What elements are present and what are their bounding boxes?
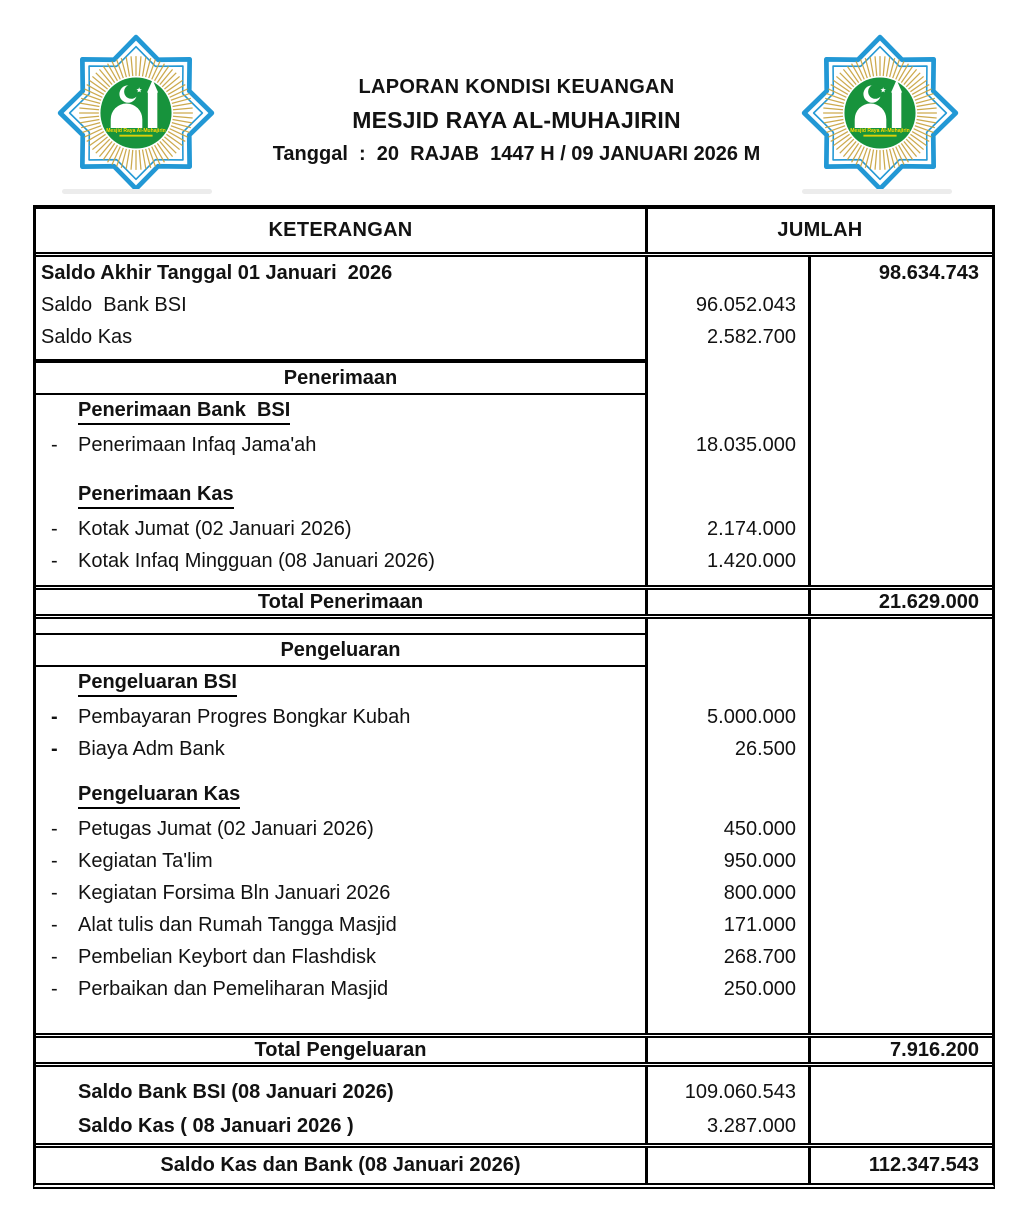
keterangan-cell bbox=[36, 909, 648, 941]
total-cell bbox=[811, 667, 992, 701]
keterangan-cell bbox=[36, 813, 648, 845]
total-cell bbox=[811, 361, 992, 395]
amount-cell bbox=[648, 257, 811, 289]
amount-value: 3.287.000 bbox=[707, 1114, 796, 1137]
dash-bullet: - bbox=[51, 737, 58, 760]
amount-value: 950.000 bbox=[723, 849, 796, 872]
keterangan-cell bbox=[36, 845, 648, 877]
amount-cell bbox=[648, 1109, 811, 1143]
table-row-blank-m bbox=[36, 619, 992, 633]
dash-bullet: - bbox=[51, 549, 58, 572]
amount-value: 109.060.543 bbox=[684, 1080, 796, 1103]
total-cell bbox=[811, 353, 992, 361]
table-row-blank-m bbox=[36, 765, 992, 779]
amount-cell bbox=[648, 545, 811, 577]
total-cell bbox=[811, 395, 992, 429]
table-row-item bbox=[36, 941, 992, 973]
amount-cell bbox=[648, 1075, 811, 1109]
keterangan-cell bbox=[36, 667, 648, 701]
amount-value: 5.000.000 bbox=[707, 705, 796, 728]
row-label: Pengeluaran bbox=[280, 638, 401, 661]
row-label: Penerimaan Bank BSI bbox=[78, 399, 290, 425]
table-row-closing bbox=[36, 1075, 992, 1109]
row-label: Pengeluaran BSI bbox=[78, 671, 237, 697]
table-row-item bbox=[36, 545, 992, 577]
total-cell bbox=[811, 461, 992, 479]
total-cell bbox=[811, 877, 992, 909]
table-row-item bbox=[36, 877, 992, 909]
table-row-grand bbox=[36, 1143, 992, 1183]
amount-cell bbox=[648, 1067, 811, 1075]
row-label: Penerimaan Kas bbox=[78, 483, 234, 509]
keterangan-cell bbox=[36, 1075, 648, 1109]
scan-shadow-left bbox=[62, 189, 212, 194]
row-label: Kotak Infaq Mingguan (08 Januari 2026) bbox=[78, 549, 435, 572]
column-header-keterangan: KETERANGAN bbox=[36, 209, 648, 252]
table-row-item-b bbox=[36, 733, 992, 765]
amount-cell bbox=[648, 909, 811, 941]
amount-cell bbox=[648, 479, 811, 513]
dash-bullet: - bbox=[51, 705, 58, 728]
keterangan-cell bbox=[36, 361, 648, 395]
amount-cell bbox=[648, 813, 811, 845]
total-cell bbox=[811, 1067, 992, 1075]
table-row-plain bbox=[36, 289, 992, 321]
amount-cell bbox=[648, 765, 811, 779]
row-label: Saldo Kas dan Bank (08 Januari 2026) bbox=[160, 1154, 521, 1176]
amount-cell bbox=[648, 877, 811, 909]
amount-value: 171.000 bbox=[723, 913, 796, 936]
amount-value: 250.000 bbox=[723, 977, 796, 1000]
dash-bullet: - bbox=[51, 817, 58, 840]
keterangan-cell bbox=[36, 513, 648, 545]
total-cell bbox=[811, 289, 992, 321]
amount-cell bbox=[648, 461, 811, 479]
table-row-closing bbox=[36, 1109, 992, 1143]
row-label: Kegiatan Ta'lim bbox=[78, 849, 213, 872]
total-cell bbox=[811, 545, 992, 577]
table-header-row bbox=[36, 209, 992, 257]
dash-bullet: - bbox=[51, 945, 58, 968]
keterangan-cell bbox=[36, 633, 648, 667]
logo-subcaption-line bbox=[863, 135, 896, 137]
dash-bullet: - bbox=[51, 977, 58, 1000]
total-value: 7.916.200 bbox=[890, 1038, 979, 1061]
dash-bullet: - bbox=[51, 849, 58, 872]
amount-cell bbox=[648, 513, 811, 545]
keterangan-cell bbox=[36, 289, 648, 321]
minaret-icon bbox=[892, 91, 901, 128]
amount-cell bbox=[648, 361, 811, 395]
amount-cell bbox=[648, 701, 811, 733]
total-cell bbox=[811, 779, 992, 813]
row-label: Perbaikan dan Pemeliharan Masjid bbox=[78, 977, 389, 1000]
table-row-plain bbox=[36, 321, 992, 353]
table-row-blank-s bbox=[36, 577, 992, 585]
table-row-item bbox=[36, 845, 992, 877]
row-label: Saldo Kas bbox=[41, 325, 133, 348]
row-label: Petugas Jumat (02 Januari 2026) bbox=[78, 817, 374, 840]
row-label: Total Penerimaan bbox=[257, 590, 424, 613]
report-title: LAPORAN KONDISI KEUANGAN bbox=[358, 76, 675, 98]
dash-bullet: - bbox=[51, 881, 58, 904]
table-row-item bbox=[36, 813, 992, 845]
table-row-blank-tall bbox=[36, 1005, 992, 1033]
row-label: Biaya Adm Bank bbox=[78, 737, 225, 760]
keterangan-cell bbox=[36, 479, 648, 513]
total-cell bbox=[811, 1038, 992, 1062]
amount-value: 268.700 bbox=[723, 945, 796, 968]
total-value: 21.629.000 bbox=[878, 590, 979, 613]
row-label: Pembayaran Progres Bongkar Kubah bbox=[78, 705, 411, 728]
minaret-icon bbox=[148, 91, 157, 128]
table-row-total bbox=[36, 585, 992, 619]
keterangan-cell bbox=[36, 577, 648, 585]
amount-cell bbox=[648, 590, 811, 614]
total-cell bbox=[811, 1075, 992, 1109]
amount-value: 18.035.000 bbox=[695, 433, 796, 456]
logo-caption: Mesjid Raya Al-Muhajirin bbox=[850, 127, 910, 134]
amount-cell bbox=[648, 289, 811, 321]
row-label: Alat tulis dan Rumah Tangga Masjid bbox=[78, 913, 397, 936]
keterangan-cell bbox=[36, 765, 648, 779]
row-label: Kegiatan Forsima Bln Januari 2026 bbox=[78, 881, 391, 904]
table-row-item bbox=[36, 973, 992, 1005]
keterangan-cell bbox=[36, 429, 648, 461]
logo-subcaption-line bbox=[119, 135, 152, 137]
table-row-blank-edge bbox=[36, 353, 992, 361]
amount-cell bbox=[648, 429, 811, 461]
total-cell bbox=[811, 909, 992, 941]
amount-value: 1.420.000 bbox=[707, 549, 796, 572]
keterangan-cell bbox=[36, 395, 648, 429]
row-label: Pengeluaran Kas bbox=[78, 783, 240, 809]
amount-value: 2.582.700 bbox=[707, 325, 796, 348]
table-row-section bbox=[36, 633, 992, 667]
total-cell bbox=[811, 619, 992, 633]
amount-cell bbox=[648, 779, 811, 813]
table-row-item bbox=[36, 429, 992, 461]
total-cell bbox=[811, 733, 992, 765]
table-row-subheader bbox=[36, 479, 992, 513]
amount-cell bbox=[648, 733, 811, 765]
table-row-item-b bbox=[36, 701, 992, 733]
dash-bullet: - bbox=[51, 433, 58, 456]
table-row-subheader bbox=[36, 395, 992, 429]
total-cell bbox=[811, 1005, 992, 1033]
row-label: Saldo Bank BSI bbox=[41, 293, 187, 316]
keterangan-cell bbox=[36, 619, 648, 633]
amount-cell bbox=[648, 1005, 811, 1033]
total-cell bbox=[811, 321, 992, 353]
table-body bbox=[36, 257, 992, 1183]
logo-caption: Mesjid Raya Al-Muhajirin bbox=[106, 127, 166, 134]
amount-value: 800.000 bbox=[723, 881, 796, 904]
row-label: Penerimaan bbox=[283, 366, 398, 389]
amount-cell bbox=[648, 395, 811, 429]
keterangan-cell bbox=[36, 1148, 648, 1183]
keterangan-cell bbox=[36, 590, 648, 614]
mosque-logo-right bbox=[798, 34, 962, 192]
total-cell bbox=[811, 813, 992, 845]
keterangan-cell bbox=[36, 545, 648, 577]
amount-cell bbox=[648, 633, 811, 667]
dash-bullet: - bbox=[51, 517, 58, 540]
table-row-blank bbox=[36, 461, 992, 479]
title-block bbox=[225, 0, 808, 166]
keterangan-cell bbox=[36, 701, 648, 733]
table-row-subheader bbox=[36, 667, 992, 701]
amount-cell bbox=[648, 1148, 811, 1183]
table-row-blank-s bbox=[36, 1067, 992, 1075]
amount-cell bbox=[648, 973, 811, 1005]
report-date: Tanggal : 20 RAJAB 1447 H / 09 JANUARI 2026 M bbox=[272, 143, 761, 165]
row-label: Kotak Jumat (02 Januari 2026) bbox=[78, 517, 352, 540]
dash-bullet: - bbox=[51, 913, 58, 936]
row-label: Saldo Kas ( 08 Januari 2026 ) bbox=[78, 1114, 354, 1137]
total-cell bbox=[811, 590, 992, 614]
amount-cell bbox=[648, 619, 811, 633]
table-row-subheader bbox=[36, 779, 992, 813]
keterangan-cell bbox=[36, 733, 648, 765]
total-cell bbox=[811, 765, 992, 779]
keterangan-cell bbox=[36, 941, 648, 973]
total-cell bbox=[811, 633, 992, 667]
keterangan-cell bbox=[36, 1067, 648, 1075]
total-cell bbox=[811, 941, 992, 973]
amount-cell bbox=[648, 1038, 811, 1062]
row-label: Penerimaan Infaq Jama'ah bbox=[78, 433, 317, 456]
total-cell bbox=[811, 429, 992, 461]
keterangan-cell bbox=[36, 779, 648, 813]
total-cell bbox=[811, 1109, 992, 1143]
keterangan-cell bbox=[36, 353, 648, 361]
keterangan-cell bbox=[36, 257, 648, 289]
amount-cell bbox=[648, 845, 811, 877]
keterangan-cell bbox=[36, 461, 648, 479]
column-header-jumlah: JUMLAH bbox=[777, 219, 863, 241]
logo-calligraphy: الكم bbox=[118, 107, 135, 118]
keterangan-cell bbox=[36, 973, 648, 1005]
row-label: Pembelian Keybort dan Flashdisk bbox=[78, 945, 376, 968]
table-row-opening bbox=[36, 257, 992, 289]
amount-value: 96.052.043 bbox=[695, 293, 796, 316]
amount-cell bbox=[648, 353, 811, 361]
amount-cell bbox=[648, 321, 811, 353]
report-header bbox=[0, 0, 1033, 205]
finance-table bbox=[33, 205, 995, 1189]
amount-value: 450.000 bbox=[723, 817, 796, 840]
keterangan-cell bbox=[36, 877, 648, 909]
amount-cell bbox=[648, 667, 811, 701]
total-cell bbox=[811, 257, 992, 289]
amount-value: 2.174.000 bbox=[707, 517, 796, 540]
total-value: 98.634.743 bbox=[878, 261, 979, 284]
table-row-total bbox=[36, 1033, 992, 1067]
total-cell bbox=[811, 1148, 992, 1183]
total-cell bbox=[811, 513, 992, 545]
total-cell bbox=[811, 845, 992, 877]
total-value: 112.347.543 bbox=[868, 1154, 979, 1176]
row-label: Total Pengeluaran bbox=[254, 1038, 427, 1061]
amount-cell bbox=[648, 577, 811, 585]
scan-shadow-right bbox=[802, 189, 952, 194]
keterangan-cell bbox=[36, 1038, 648, 1062]
mosque-logo-left bbox=[54, 34, 218, 192]
keterangan-cell bbox=[36, 1109, 648, 1143]
row-label: Saldo Bank BSI (08 Januari 2026) bbox=[78, 1080, 394, 1103]
row-label: Saldo Akhir Tanggal 01 Januari 2026 bbox=[41, 261, 393, 284]
keterangan-cell bbox=[36, 321, 648, 353]
mosque-name: MESJID RAYA AL-MUHAJIRIN bbox=[352, 107, 681, 133]
table-row-section bbox=[36, 361, 992, 395]
amount-value: 26.500 bbox=[734, 737, 796, 760]
total-cell bbox=[811, 577, 992, 585]
keterangan-cell bbox=[36, 1005, 648, 1033]
table-row-item bbox=[36, 909, 992, 941]
logo-calligraphy: الكم bbox=[862, 107, 879, 118]
total-cell bbox=[811, 479, 992, 513]
total-cell bbox=[811, 701, 992, 733]
total-cell bbox=[811, 973, 992, 1005]
amount-cell bbox=[648, 941, 811, 973]
table-row-item bbox=[36, 513, 992, 545]
